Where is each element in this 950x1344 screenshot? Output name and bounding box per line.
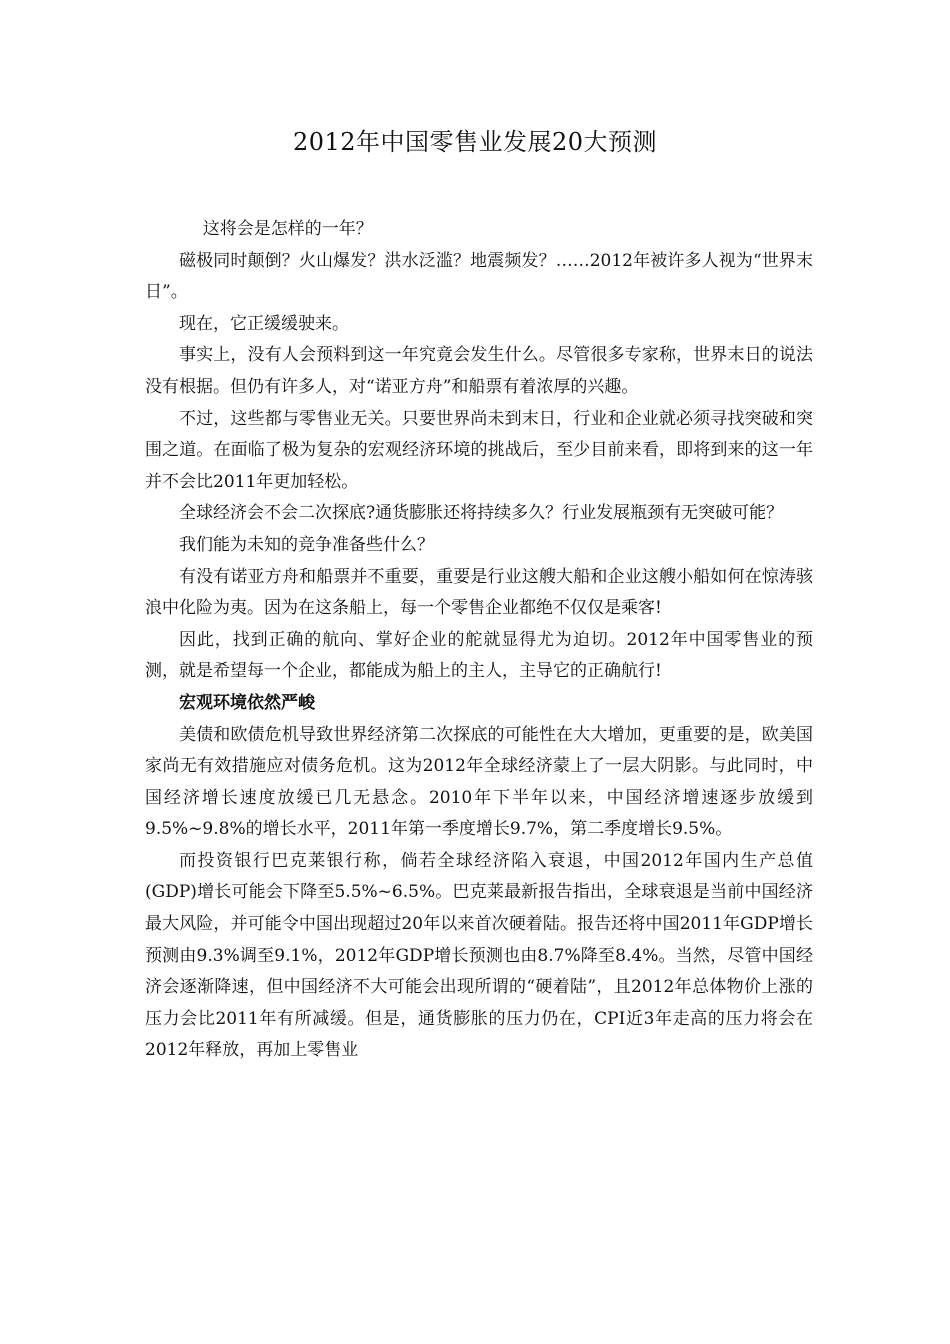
document-title: 2012年中国零售业发展20大预测 xyxy=(292,128,658,156)
paragraph: 而投资银行巴克莱银行称，倘若全球经济陷入衰退，中国2012年国内生产总值(GDP)增长可能会下降至5.5%~6.5%。巴克莱最新报告指出，全球衰退是当前中国经济最大风险，并可能令中国出现超过20年以来首次硬着陆。报告还将中国2011年GDP增长预测由9.3%调至9.1%，2012年GDP增长预测也由8.7%降至8.4%。当然，尽管中国经济会逐渐降速，但中国经济不大可能会出现所谓的“硬着陆”，且2012年总体物价上涨的压力会比2011年有所减缓。但是，通货膨胀的压力仍在，CPI近3年走高的压力将会在2012年释放，再加上零售业 xyxy=(145,850,813,1061)
paragraph: 现在，它正缓缓驶来。 xyxy=(179,313,349,334)
paragraph: 美债和欧债危机导致世界经济第二次探底的可能性在大大增加，更重要的是，欧美国家尚无有效措施应对债务危机。这为2012年全球经济蒙上了一层大阴影。与此同时，中国经济增长速度放缓已几无悬念。2010年下半年以来，中国经济增速逐步放缓到9.5%~9.8%的增长水平，2011年第一季度增长9.7%，第二季度增长9.5%。 xyxy=(145,724,813,840)
paragraph: 不过，这些都与零售业无关。只要世界尚未到末日，行业和企业就必须寻找突破和突围之道。在面临了极为复杂的宏观经济环境的挑战后，至少目前来看，即将到来的这一年并不会比2011年更加轻松。 xyxy=(145,408,813,492)
paragraph: 磁极同时颠倒？火山爆发？洪水泛滥？地震频发？……2012年被许多人视为“世界末日”。 xyxy=(145,250,813,303)
paragraph: 事实上，没有人会预料到这一年究竟会发生什么。尽管很多专家称，世界末日的说法没有根据。但仍有许多人，对“诺亚方舟”和船票有着浓厚的兴趣。 xyxy=(145,345,813,397)
paragraph: 这将会是怎样的一年？ xyxy=(202,219,373,239)
paragraph: 全球经济会不会二次探底?通货膨胀还将持续多久？行业发展瓶颈有无突破可能？ xyxy=(179,503,784,524)
document-body xyxy=(145,214,813,1067)
paragraph: 有没有诺亚方舟和船票并不重要，重要是行业这艘大船和企业这艘小船如何在惊涛骇浪中化险为夷。因为在这条船上，每一个零售企业都绝不仅仅是乘客! xyxy=(145,566,813,619)
paragraph: 因此，找到正确的航向、掌好企业的舵就显得尤为迫切。2012年中国零售业的预测，就是希望每一个企业，都能成为船上的主人，主导它的正确航行! xyxy=(145,629,813,682)
section-heading: 宏观环境依然严峻 xyxy=(179,692,315,713)
paragraph: 我们能为未知的竞争准备些什么？ xyxy=(179,534,434,555)
